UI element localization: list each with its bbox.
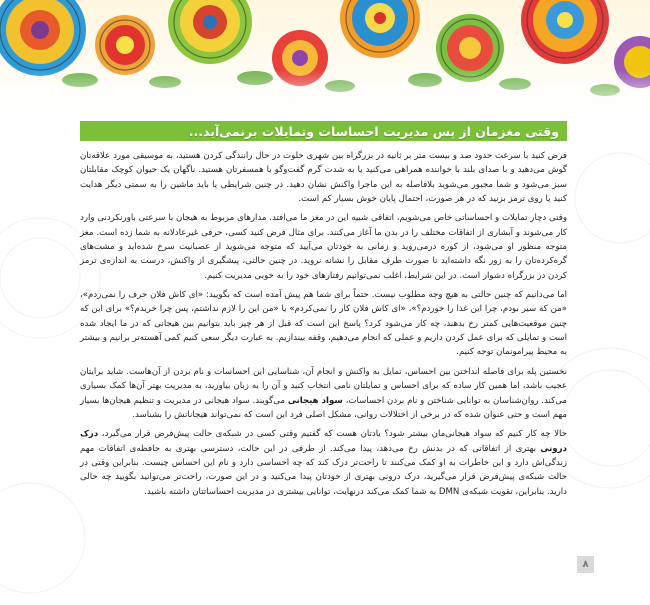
flower-left	[0, 0, 86, 76]
title-bar	[80, 121, 567, 141]
header-fade	[0, 70, 650, 118]
paragraph-2: وقتی دچار تمایلات و احساساتی خاص می‌شویم، اتفاقی شبیه این در مغز ما می‌افتد. مدارهای مربوط به هیجان با سرعتی باورنکردنی وارد کار می‌شوند و آبشاری از اتفاقات مختلف را در بدن ما آغاز می‌کنند. برای مثال فرض کنید کسی، حرفی غیرعادلانه به شما زده است. مغز متوجه منظور او می‌شود، از کوره درمی‌روید و زمانی به خودتان می‌آیید که متوجه می‌شوید از عصبانیت سرخ شده‌اید و مشت‌های گره‌کرده‌تان را به زور نگه داشته‌اید تا صورت طرف مقابل را نشانه نروید. در چنین حالتی، پیشگیری از واکنش، درست به اندازه‌ی ترمز کردن در بزرگراه دشوار است. در این شرایط، اغلب نمی‌توانیم رفتارهای خود را به خوبی مدیریت کنیم.	[80, 213, 567, 281]
term-emotional-literacy: سواد هیجانی	[287, 395, 343, 406]
header-mandala-illustration	[0, 0, 650, 118]
flower-center-left	[168, 0, 252, 64]
flower-right-2	[521, 0, 609, 64]
paragraph-4	[80, 365, 567, 422]
page-title: وقتی مغزمان از پس مدیریت احساسات وتمایلات برنمی‌آید...	[188, 123, 559, 139]
paragraph-4-end: می‌گویند. سواد هیجانی در مدیریت و تنظیم هیجان‌ها بسیار مهم است و حتی عنوان شده که در برخی از اختلالات روانی، مشکل اصلی فرد این است که نمی‌تواند هیجاناتش را بشناسد.	[80, 395, 567, 420]
paragraph-5-end: بهتری از اتفاقاتی که در بدنش رخ می‌دهد، پیدا می‌کند. از طرفی در این حالت، دسترسی بهتری به حافظه‌ی اتفاقات مهم زندگی‌اش دارد و این خاطرات به او کمک می‌کنند تا راحت‌تر درک کند که چه احساسی دارد و نام این احساس چیست. بنابراین وقتی در حالت شبکه‌ی پیش‌فرض قرار می‌گیرید، درک درونی بهتری از خودتان پیدا می‌کنید و در این صورت، راحت‌تر می‌توانید بگویید چه حالی دارید. بنابراین، تقویت شبکه‌ی DMN به شما کمک می‌کند درنهایت، توانایی بیشتری در مدیریت احساساتتان داشته باشید.	[80, 443, 567, 497]
article-body	[80, 149, 567, 504]
paragraph-4-start: نخستین پله برای فاصله انداختن بین احساس، تمایل به واکنش و انجام آن، شناسایی این احساسات و نام بردن از آن‌هاست. شاید برایتان عجیب باشد، اما همین کار ساده که برای احساس و تمایلتان نامی انتخاب کنید و آن را به زبان بیاورید، به مدیریت بهتر آن‌ها کمک بسیاری می‌کند. روان‌شناسان به توانایی شناختن و نام بردن احساسات،	[80, 366, 567, 406]
paragraph-1: فرض کنید با سرعت حدود صد و بیست متر بر ثانیه در بزرگراه بین شهری خلوت در حال رانندگی کردن هستید، به موسیقی مورد علاقه‌تان گوش می‌دهید و با صدای بلند با خواننده همراهی می‌کنید یا به شدت گرم گفت‌وگو با همسفرتان هستید. ناگهان یک حیوان کوچک مقابلتان سبز می‌شود و شما مجبور می‌شوید بلافاصله به این ماجرا واکنش نشان دهید. در چنین شرایطی یا باید ماشین را به سمتی دیگر هدایت کنید یا روی ترمز بزنید که در هر صورت، احتمال پایان خوش بسیار کم است.	[80, 151, 567, 205]
page-number: ۸	[577, 556, 594, 573]
flower-left-2	[95, 15, 155, 75]
paragraph-3: اما می‌دانیم که چنین حالتی به هیچ وجه مطلوب نیست. حتماً برای شما هم پیش آمده است که بگویید: «ای کاش فلان حرف را نمی‌زدم»، «من که سیر بودم، چرا این غذا را خوردم؟»، «ای کاش فلان کار را نمی‌کردم» یا «من این را لازم نداشتم، پس چرا خریدم؟» برای این که چنین موقعیت‌هایی کمتر رخ بدهند، چه کار می‌شود کرد؟ پاسخ این است که قبل از هر چیز باید بتوانیم بین هیجانی که در ما ایجاد شده است و تمایلی که برای عمل کردن داریم و عملی که انجام می‌دهیم، وقفه بیندازیم. به عبارت دیگر سعی کنیم کمی آهسته‌تر برانیم و بیشتر به محیط پیرامونمان توجه کنیم.	[80, 290, 567, 358]
term-interoception: درک درونی	[80, 429, 567, 454]
paragraph-5-start: حالا چه کار کنیم که سواد هیجانی‌مان بیشتر شود؟ یادتان هست که گفتیم وقتی کسی در شبکه‌ی حالت پیش‌فرض قرار می‌گیرد،	[98, 429, 567, 440]
flower-center-right	[340, 0, 420, 58]
paragraph-5	[80, 427, 567, 499]
